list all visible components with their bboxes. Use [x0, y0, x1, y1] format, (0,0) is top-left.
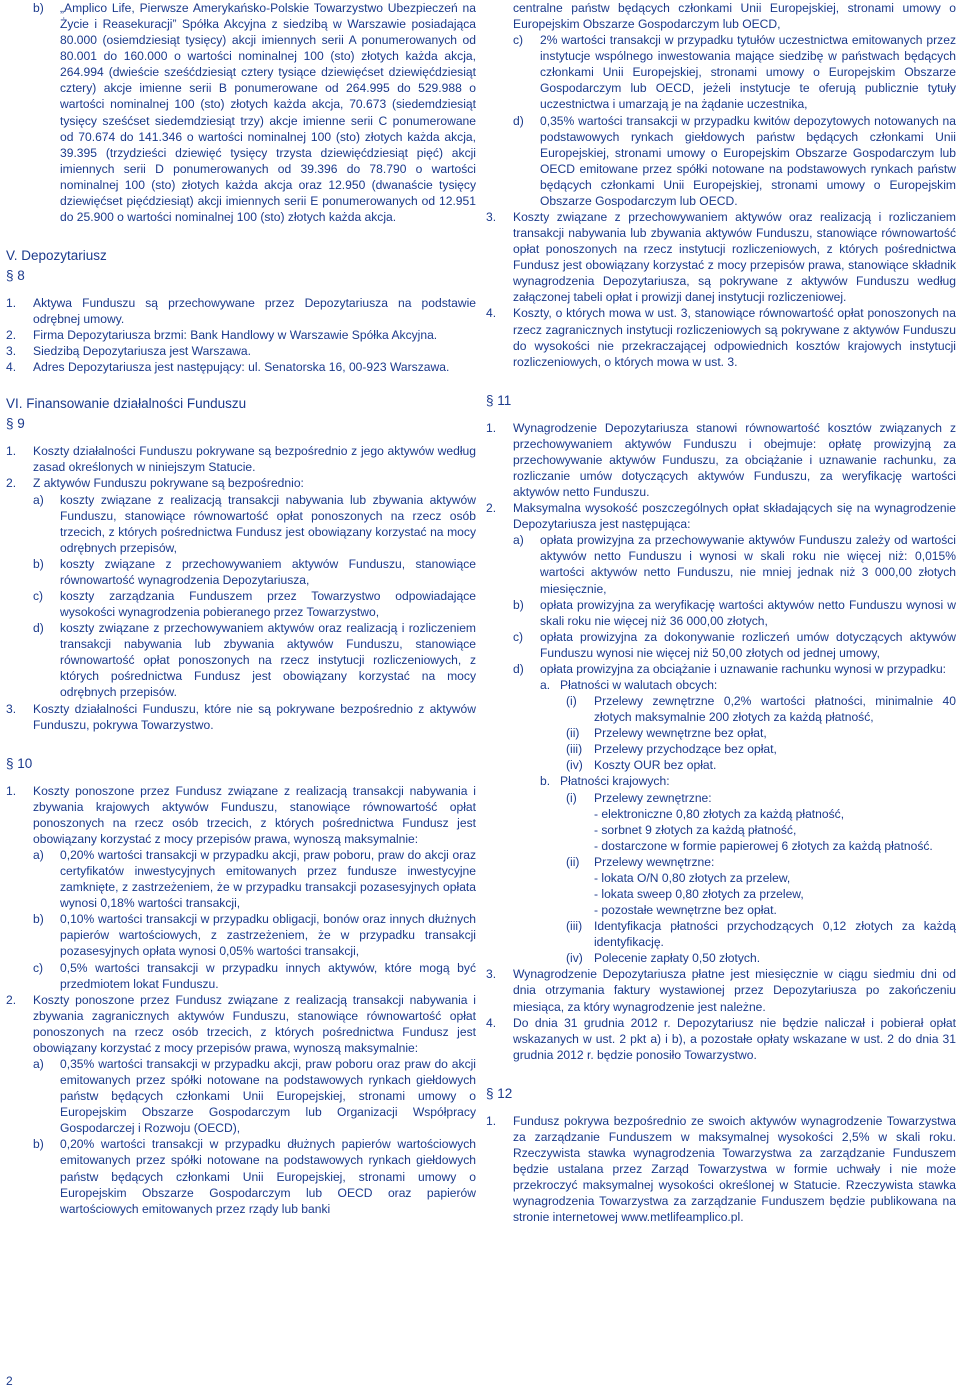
list-item	[33, 492, 476, 556]
list-marker: a)	[513, 533, 524, 548]
list-text: Płatności krajowych:	[560, 774, 670, 789]
chapter-heading-vi: VI. Finansowanie działalności Funduszu	[6, 396, 247, 412]
paragraph-mark-9: § 9	[6, 416, 25, 432]
list-marker: c)	[513, 33, 524, 48]
list-text: 0,35% wartości transakcji w przypadku kwitów depozytowych notowanych na podstawowych rynkach giełdowych państw będących członkami Unii Europejskiej, stronami umowy o Europejskim Obszarze Gospodarczym lub OECD emitowane przez spółki notowane na podstawowych rynkach państw będących członkami Unii Europejskiej, stronami umowy o Europejskim Obszarze Gospodarczym lub OECD.	[540, 113, 956, 208]
list-item	[486, 209, 956, 305]
list-item	[6, 359, 476, 375]
list-text: koszty zarządzania Funduszem przez Towarzystwo odpowiadające wysokości wynagrodzenia pobieranego przez Towarzystwo,	[60, 589, 476, 620]
list-text: centralne państw będących członkami Unii Europejskiej, stronami umowy o Europejskim Obszarze Gospodarczym lub OECD,	[513, 1, 956, 32]
list-text: koszty związane z przechowywaniem aktywów oraz realizacją i rozliczeniem transakcji nabywania lub zbywania aktywów Funduszu, stanowiące równowartość opłat ponoszonych na rzecz instytucji rozliczeniowych, z których pośrednictwa Fundusz jest obowiązany korzystać na mocy odrębnych przepisów.	[60, 621, 476, 700]
list-marker: 4.	[486, 1015, 497, 1030]
list-marker: a)	[33, 492, 44, 507]
list-marker: a)	[33, 1056, 44, 1071]
list-text: 0,20% wartości transakcji w przypadku dłużnych papierów wartościowych emitowanych przez spółki notowane na podstawowych rynkach giełdowych państw będących członkami Unii Europejskiej, stronami umowy o Europejskim Obszarze Gospodarczym lub OECD oraz papierów wartościowych emitowanych przez rządy lub banki	[60, 1137, 476, 1216]
list-item	[33, 911, 476, 959]
list-marker: (ii)	[566, 726, 580, 741]
list-item	[33, 620, 476, 700]
list-text: Koszty związane z przechowywaniem aktywów oraz realizacją i rozliczaniem transakcji nabywania lub zbywania aktywów Funduszu, stanowiące równowartość opłat ponoszonych na rzecz instytucji rozliczeniowych, z których pośrednictwa Fundusz jest obowiązany korzystać z mocy przepisów prawa, stanowiące składnik wynagrodzenia Depozytariusza, są pokrywane z aktywów Funduszu według załączonej tabeli opłat i prowizji danej instytucji rozliczeniowej.	[513, 210, 956, 305]
dash-item: - lokata O/N 0,80 złotych za przelew,	[594, 870, 791, 885]
list-marker: 4.	[6, 360, 17, 375]
left-column	[6, 0, 476, 1217]
list-marker: 3.	[6, 344, 17, 359]
page-number: 2	[6, 1374, 13, 1388]
list-marker: (iv)	[566, 951, 583, 966]
list-item	[513, 532, 956, 596]
list-text: Adres Depozytariusza jest następujący: ul. Senatorska 16, 00-923 Warszawa.	[33, 360, 450, 375]
list-marker: b)	[33, 556, 44, 571]
list-marker: b)	[33, 1137, 44, 1152]
list-marker: (i)	[566, 790, 577, 805]
list-item	[33, 588, 476, 620]
paragraph-mark-8: § 8	[6, 268, 25, 284]
list-text: 0,35% wartości transakcji w przypadku akcji, praw poboru oraz praw do akcji emitowanych przez spółki notowane na podstawowych rynkach giełdowych państw będących członkami Unii Europejskiej, stronami umowy o Europejskim Obszarze Gospodarczym lub Organizacji Współpracy Gospodarczej i Rozwoju (OECD),	[60, 1056, 476, 1136]
list-text: opłata prowizyjna za dokonywanie rozliczeń umów dotyczących aktywów Funduszu wynosi nie więcej niż 50,00 złotych od jednej umowy,	[540, 629, 956, 660]
dash-item: - elektroniczne 0,80 złotych za każdą płatność,	[594, 806, 845, 821]
list-item	[566, 950, 956, 966]
list-text: Polecenie zapłaty 0,50 złotych.	[594, 951, 761, 966]
list-marker: 3.	[486, 210, 497, 225]
list-item	[6, 992, 476, 1056]
list-text: „Amplico Life, Pierwsze Amerykańsko-Polskie Towarzystwo Ubezpieczeń na Życie i Reasekuracji” Spółka Akcyjna z siedzibą w Warszawie posiadająca 80.000 (osiemdziesiąt tysięcy) akcji imiennych serii A ponumerowanych od 80.001 do 160.000 o wartości nominalnej 100 (sto) złotych każda akcja, 264.994 (dwieście sześćdziesiąt cztery tysiące dziewięćset dziewięćdziesiąt cztery) akcje imienne serii B ponumerowane od 264.995 do 529.988 o wartości nominalnej 100 (sto) złotych każda akcja, 70.673 (siedemdziesiąt tysięcy sześćset siedemdziesiąt trzy) akcje imienne serii C ponumerowane od 70.674 do 141.346 o wartości nominalnej 100 (sto) złotych każda akcja, 39.395 (trzydzieści dziewięć tysięcy trzysta dziewięćdziesiąt pięć) akcji imiennych serii D ponumerowanych od 39.396 do 78.790 o wartości nominalnej 100 (sto) złotych każda akcja oraz 12.950 (dwanaście tysięcy dziewięćset pięćdziesiąt) akcji imiennych serii E ponumerowanych od 12.951 do 25.900 o wartości nominalnej 100 (sto) złotych każda akcja.	[60, 1, 476, 225]
list-text: Koszty działalności Funduszu pokrywane są bezpośrednio z jego aktywów według zasad określonych w niniejszym Statucie.	[33, 444, 476, 475]
list-text: Wynagrodzenie Depozytariusza płatne jest miesięcznie w ciągu siedmiu dni od dnia otrzymania faktury wystawionej przez Depozytariusza po zakończeniu miesiąca, za który wynagrodzenie jest należne.	[513, 967, 956, 1014]
list-marker: 1.	[486, 420, 497, 435]
list-text: 0,20% wartości transakcji w przypadku akcji, praw poboru, praw do akcji oraz certyfikatów inwestycyjnych emitowanych przez fundusze inwestycyjne zamknięte, z zastrzeżeniem, że w przypadku transakcji pozasesyjnych opłata wynosi 0,18% wartości transakcji,	[60, 847, 476, 911]
list-marker: 1.	[6, 783, 17, 798]
list-text: 0,5% wartości transakcji w przypadku innych aktywów, które mogą być przedmiotem lokat Funduszu.	[60, 960, 476, 991]
list-marker: 1.	[6, 296, 17, 310]
list-item	[6, 343, 476, 359]
list-marker: c)	[33, 589, 44, 603]
list-item	[540, 773, 956, 789]
list-text: Maksymalna wysokość poszczególnych opłat składających się na wynagrodzenie Depozytariusza jest następująca:	[513, 501, 956, 532]
list-marker: 2.	[6, 328, 17, 343]
right-column	[486, 0, 956, 1225]
list-text: Przelewy zewnętrzne:	[594, 790, 712, 805]
list-item	[566, 757, 956, 773]
list-item	[540, 677, 956, 693]
paragraph-mark-11: § 11	[486, 392, 512, 408]
list-text: Koszty, o których mowa w ust. 3, stanowiące równowartość opłat ponoszonych na rzecz zagranicznych instytucji rozliczeniowych są pokrywane z aktywów Funduszu do wysokości nie przekraczającej odpowiednich kosztów krajowych instytucji rozliczeniowych, o których mowa w ust. 3.	[513, 306, 956, 369]
list-text: Koszty ponoszone przez Fundusz związane z realizacją transakcji nabywania i zbywania zagranicznych aktywów Funduszu, stanowiące równowartość opłat ponoszonych na rzecz osób trzecich, z których pośrednictwa Fundusz jest obowiązany korzystać z mocy przepisów prawa, wynoszą maksymalnie:	[33, 992, 476, 1055]
list-text: Do dnia 31 grudnia 2012 r. Depozytariusz nie będzie naliczał i pobierał opłat wskazanych w ust. 2 pkt a) i b), a pozostałe opłaty wskazane w ust. 2 do dnia 31 grudnia 2012 r. będzie ponosiło Towarzystwo.	[513, 1015, 956, 1062]
list-marker: (iii)	[566, 742, 583, 757]
list-item	[33, 556, 476, 588]
list-text: Przelewy wewnętrzne:	[594, 854, 715, 869]
list-text: Siedzibą Depozytariusza jest Warszawa.	[33, 344, 252, 359]
list-item	[513, 113, 956, 209]
list-marker: b)	[33, 912, 44, 927]
list-marker: c)	[33, 960, 44, 975]
list-marker: 2.	[6, 476, 17, 491]
list-marker: (ii)	[566, 854, 580, 869]
list-marker: b)	[33, 1, 44, 15]
list-item	[33, 0, 476, 225]
list-item	[33, 1136, 476, 1216]
list-item	[6, 701, 476, 733]
list-text: 2% wartości transakcji w przypadku tytułów uczestnictwa emitowanych przez instytucje wspólnego inwestowania mające siedzibę w państwach będących członkami Unii Europejskiej, stronami umowy o Europejskim Obszarze Gospodarczym lub OECD, jeżeli instytucje te oferują publicznie tytuły uczestnictwa i umarzają je na żądanie uczestnika,	[540, 33, 956, 112]
list-marker: b.	[540, 774, 551, 789]
list-item	[486, 1113, 956, 1226]
paragraph-mark-12: § 12	[486, 1085, 513, 1101]
list-item	[566, 790, 956, 806]
list-text: Fundusz pokrywa bezpośrednio ze swoich aktywów wynagrodzenie Towarzystwa za zarządzanie Funduszem w maksymalnej wysokości 2,5% w skali roku. Rzeczywista stawka wynagrodzenia Towarzystwa za zarządzanie Funduszem będzie ustalana przez Zarząd Towarzystwa w formie uchwały i nie może przekroczyć maksymalnej wysokości określonej w Statucie. Rzeczywista stawka wynagrodzenia Towarzystwa za zarządzanie Funduszem będzie publikowana na stronie internetowej www.metlifeamplico.pl.	[513, 1113, 956, 1225]
list-item	[513, 629, 956, 661]
list-item	[486, 420, 956, 500]
list-item	[6, 443, 476, 475]
list-item	[33, 1056, 476, 1136]
list-text: Identyfikacja płatności przychodzących 0,12 złotych za każdą identyfikację.	[594, 919, 956, 950]
list-marker: c)	[513, 629, 524, 644]
list-item	[486, 1015, 956, 1063]
list-item	[566, 741, 956, 757]
list-marker: (iii)	[566, 919, 583, 934]
list-marker: 2.	[486, 501, 497, 516]
paragraph-mark-10: § 10	[6, 755, 33, 771]
list-marker: 2.	[6, 992, 17, 1007]
list-text: Przelewy wewnętrzne bez opłat,	[594, 726, 767, 741]
list-text: Płatności w walutach obcych:	[560, 678, 718, 692]
list-item	[6, 295, 476, 327]
list-item	[513, 661, 956, 677]
list-item	[486, 500, 956, 532]
dash-item: - sorbnet 9 złotych za każdą płatność,	[594, 822, 797, 837]
list-text: Koszty OUR bez opłat.	[594, 758, 717, 773]
list-item	[6, 475, 476, 491]
dash-item: - lokata sweep 0,80 złotych za przelew,	[594, 887, 804, 902]
list-marker: a)	[33, 847, 44, 862]
list-text: koszty związane z przechowywaniem aktywów Funduszu, stanowiące równowartość wynagrodzenia Depozytariusza,	[60, 556, 476, 587]
list-marker: d)	[513, 113, 524, 128]
list-marker: (i)	[566, 694, 577, 709]
dash-item: - dostarczone w formie papierowej 6 złotych za każdą płatność.	[594, 838, 933, 853]
list-marker: 3.	[6, 701, 17, 716]
list-item-continuation	[513, 0, 956, 32]
list-item	[486, 966, 956, 1014]
chapter-heading-v: V. Depozytariusz	[6, 248, 107, 264]
list-marker: 1.	[486, 1113, 497, 1128]
list-item	[566, 854, 956, 870]
list-marker: a.	[540, 678, 551, 692]
list-marker: 3.	[486, 967, 497, 982]
list-item	[566, 693, 956, 725]
list-text: Wynagrodzenie Depozytariusza stanowi równowartość kosztów związanych z przechowywaniem aktywów Funduszu i obejmuje: opłatę prowizyjną za przechowywanie aktywów Funduszu, za obciążanie i uznawanie rachunku, za rozliczanie umów dotyczących aktywów Funduszu, za weryfikację wartości aktywów netto Funduszu.	[513, 420, 956, 500]
list-item	[566, 725, 956, 741]
list-item	[6, 783, 476, 847]
list-text: Przelewy przychodzące bez opłat,	[594, 742, 777, 757]
dash-item: - pozostałe wewnętrzne bez opłat.	[594, 903, 777, 918]
list-text: opłata prowizyjna za przechowywanie aktywów Funduszu zależy od wartości aktywów netto Funduszu i wynosi w skali roku nie więcej niż: 0,015% wartości aktywów netto Funduszu, nie mniej jednak niż 3 000,00 złotych miesięcznie,	[540, 533, 956, 596]
list-marker: 1.	[6, 444, 17, 459]
list-marker: 4.	[486, 306, 497, 321]
list-marker: d)	[33, 621, 44, 636]
list-text: Aktywa Funduszu są przechowywane przez Depozytariusza na podstawie odrębnej umowy.	[33, 296, 476, 327]
list-item	[566, 918, 956, 950]
list-text: Przelewy zewnętrzne 0,2% wartości płatności, minimalnie 40 złotych maksymalnie 200 złotych za każdą płatność,	[594, 694, 956, 725]
list-item	[486, 305, 956, 369]
list-marker: d)	[513, 661, 524, 676]
list-text: opłata prowizyjna za obciążanie i uznawanie rachunku wynosi w przypadku:	[540, 661, 947, 676]
list-marker: b)	[513, 597, 524, 612]
list-text: Z aktywów Funduszu pokrywane są bezpośrednio:	[33, 476, 304, 491]
list-text: Firma Depozytariusza brzmi: Bank Handlowy w Warszawie Spółka Akcyjna.	[33, 328, 438, 343]
list-marker: (iv)	[566, 758, 583, 773]
list-text: Koszty działalności Funduszu, które nie są pokrywane bezpośrednio z aktywów Funduszu, pokrywa Towarzystwo.	[33, 701, 476, 732]
list-text: 0,10% wartości transakcji w przypadku obligacji, bonów oraz innych dłużnych papierów wartościowych, z zastrzeżeniem, że w przypadku transakcji pozasesyjnych opłata wynosi 0,05% wartości transakcji,	[60, 912, 476, 959]
list-text: opłata prowizyjna za weryfikację wartości aktywów netto Funduszu wynosi w skali roku nie więcej niż 36 000,00 złotych,	[540, 597, 956, 628]
list-item	[6, 327, 476, 343]
list-text: Koszty ponoszone przez Fundusz związane z realizacją transakcji nabywania i zbywania krajowych aktywów Funduszu, stanowiące równowartość opłat ponoszonych na rzecz osób trzecich, z których pośrednictwa Fundusz jest obowiązany korzystać z mocy przepisów prawa, wynoszą maksymalnie:	[33, 783, 476, 846]
list-item	[513, 597, 956, 629]
list-item	[33, 960, 476, 992]
list-item	[513, 32, 956, 112]
list-text: koszty związane z realizacją transakcji nabywania lub zbywania aktywów Funduszu, stanowiące równowartość opłat ponoszonych na rzecz osób trzecich, z których pośrednictwa Fundusz jest obowiązany korzystać na mocy odrębnych przepisów,	[60, 492, 476, 555]
list-item	[33, 847, 476, 911]
